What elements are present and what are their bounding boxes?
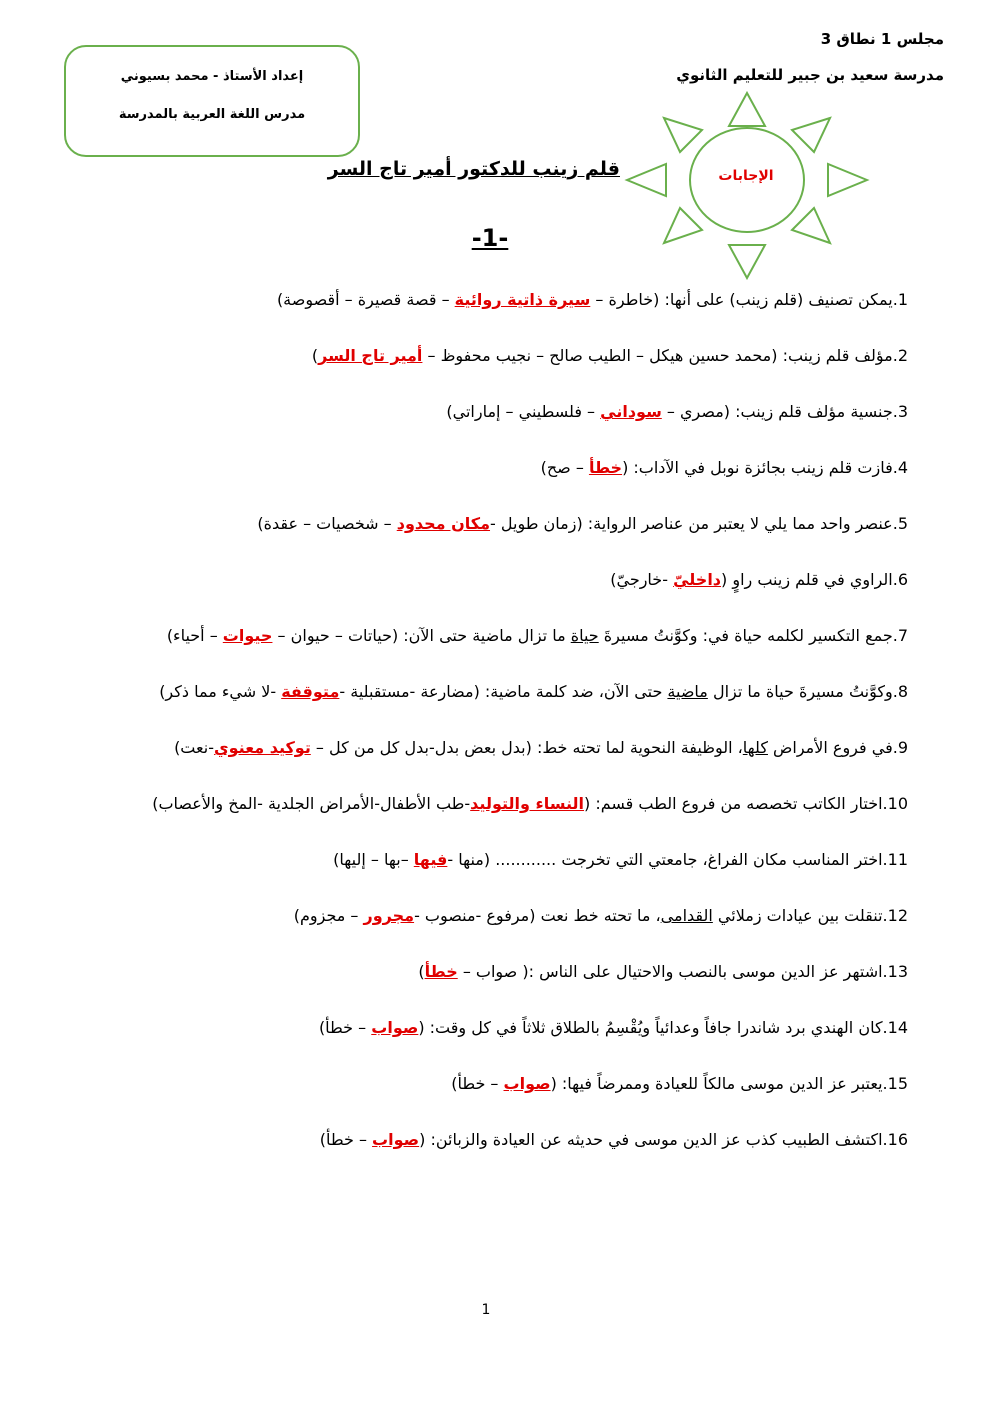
question-1: 1.يمكن تصنيف (قلم زينب) على أنها: (خاطرة – سيرة ذاتية روائية – قصة قصيرة – أقصوصة) bbox=[276, 290, 908, 309]
answer: مكان محدود bbox=[396, 514, 491, 533]
answer: سيرة ذاتية روائية bbox=[454, 290, 591, 309]
underlined-word: حياة bbox=[570, 626, 599, 645]
answer: خطأ bbox=[588, 458, 623, 477]
underlined-word: ماضية bbox=[667, 682, 708, 701]
question-6: 6.الراوي في قلم زينب راوٍ (داخليّ -خارجيّ) bbox=[610, 570, 908, 589]
answer: النساء والتوليد bbox=[470, 794, 585, 813]
underlined-word: كلها bbox=[742, 738, 768, 757]
page-number: 1 bbox=[481, 1302, 491, 1318]
question-16: 16.اكتشف الطبيب كذب عز الدين موسى في حديثه عن العيادة والزبائن: (صواب – خطأ) bbox=[319, 1130, 908, 1149]
question-15: 15.يعتبر عز الدين موسى مالكاً للعيادة وممرضاً فيها: (صواب – خطأ) bbox=[451, 1074, 908, 1093]
answer: صواب bbox=[372, 1130, 420, 1149]
answer: متوقفة bbox=[281, 682, 340, 701]
council-label: مجلس 1 نطاق 3 bbox=[820, 30, 944, 48]
question-12: 12.تنقلت بين عيادات زملائي القدامى، ما تحته خط نعت (مرفوع -منصوب -مجرور – مجزوم) bbox=[293, 906, 908, 925]
question-10: 10.اختار الكاتب تخصصه من فروع الطب قسم: (النساء والتوليد-طب الأطفال-الأمراض الجلدية -المخ والأعصاب) bbox=[152, 794, 908, 813]
answers-label: الإجابات bbox=[718, 168, 774, 184]
section-number: -1- bbox=[471, 224, 509, 252]
question-7: 7.جمع التكسير لكلمه حياة في: وكوَّنتُ مسيرةَ حياة ما تزال ماضية حتى الآن: (حياتات – حيوان – حيوات – أحياء) bbox=[166, 626, 908, 645]
answer: داخليّ bbox=[673, 570, 722, 589]
sun-badge-icon bbox=[622, 88, 872, 288]
question-2: 2.مؤلف قلم زينب: (محمد حسين هيكل – الطيب صالح – نجيب محفوظ – أمير تاج السر) bbox=[311, 346, 908, 365]
question-4: 4.فازت قلم زينب بجائزة نوبل في الآداب: (خطأ – صح) bbox=[540, 458, 908, 477]
question-8: 8.وكوَّنتُ مسيرةَ حياة ما تزال ماضية حتى الآن، ضد كلمة ماضية: (مضارعة -مستقبلية -متوقفة -لا شيء مما ذكر) bbox=[159, 682, 908, 701]
answer: مجرور bbox=[363, 906, 415, 925]
answer: خطأ bbox=[424, 962, 458, 981]
underlined-word: القدامى bbox=[660, 906, 713, 925]
answer: توكيد معنوي bbox=[213, 738, 311, 757]
question-3: 3.جنسية مؤلف قلم زينب: (مصري – سوداني – فلسطيني – إماراتي) bbox=[446, 402, 908, 421]
prepared-by-teacher: إعداد الأستاذ - محمد بسيوني bbox=[120, 69, 304, 84]
school-name: مدرسة سعيد بن جبير للتعليم الثانوي bbox=[676, 66, 944, 84]
answer: فيها bbox=[413, 850, 448, 869]
answer: حيوات bbox=[222, 626, 273, 645]
question-9: 9.في فروع الأمراض كلها، الوظيفة النحوية لما تحته خط: (بدل بعض بدل-بدل كل من كل – توكيد معنوي-نعت) bbox=[174, 738, 908, 757]
question-14: 14.كان الهندي برد شاندرا جافاً وعدائياً ويُقْسِمُ بالطلاق ثلاثاً في كل وقت: (صواب – خطأ) bbox=[318, 1018, 908, 1037]
answer: صواب bbox=[503, 1074, 551, 1093]
prepared-by-box bbox=[64, 45, 360, 157]
question-5: 5.عنصر واحد مما يلي لا يعتبر من عناصر الرواية: (زمان طويل -مكان محدود – شخصيات – عقدة) bbox=[257, 514, 908, 533]
answer: سوداني bbox=[600, 402, 662, 421]
answer: صواب bbox=[371, 1018, 419, 1037]
answer: أمير تاج السر bbox=[318, 346, 423, 365]
question-11: 11.اختر المناسب مكان الفراغ، جامعتي التي تخرجت ............ (منها -فيها –بها – إليها) bbox=[333, 850, 908, 869]
question-13: 13.اشتهر عز الدين موسى بالنصب والاحتيال على الناس :( صواب – خطأ) bbox=[418, 962, 908, 981]
prepared-by-role: مدرس اللغة العربية بالمدرسة bbox=[118, 107, 306, 122]
page-title: قلم زينب للدكتور أمير تاج السر bbox=[327, 158, 620, 180]
